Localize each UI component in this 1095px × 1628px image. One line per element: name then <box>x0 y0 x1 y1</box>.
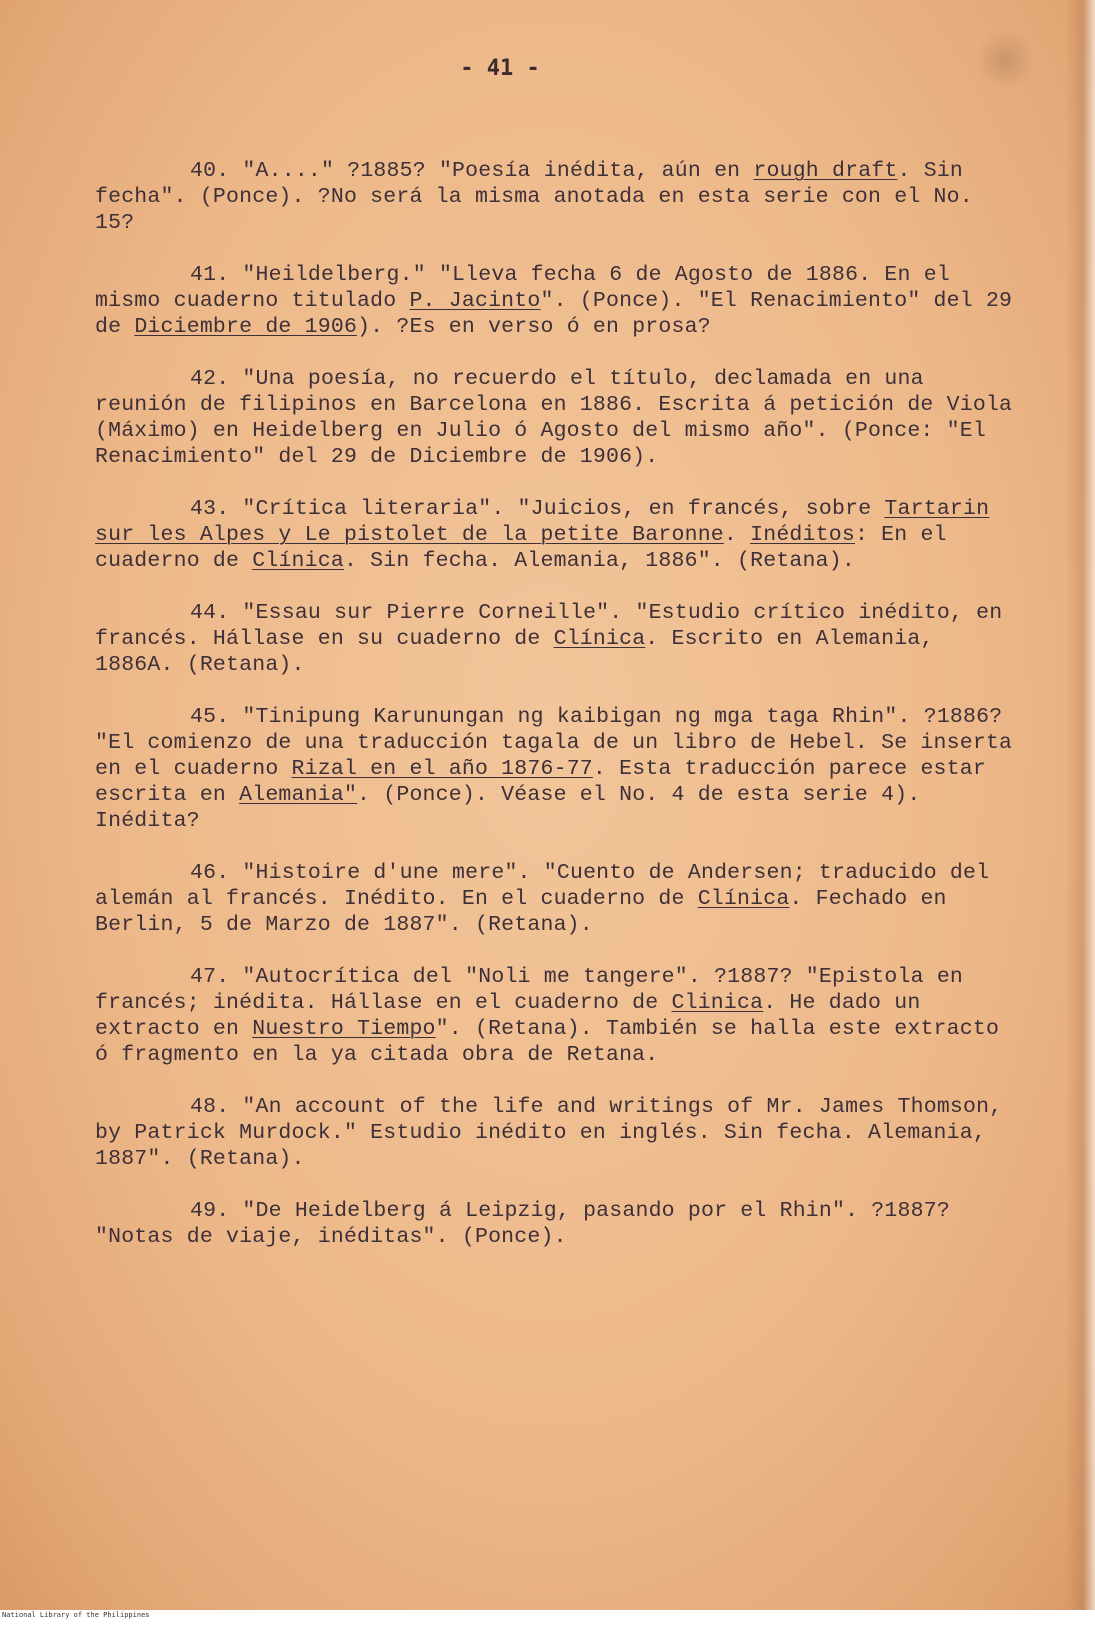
entry-text: : En el cuaderno de <box>95 523 947 573</box>
entry-45 <box>95 704 1020 834</box>
entry-text: . Fechado en Berlin, 5 de Marzo de 1887". (Retana). <box>95 887 947 937</box>
entry-41 <box>95 262 1020 340</box>
entry-48 <box>95 1094 1020 1172</box>
entry-text: . <box>723 523 751 547</box>
page-number: - 41 - <box>460 56 540 81</box>
entry-text: 46. "Histoire d'une mere". "Cuento de Andersen; traducido del alemán al francés. Inédito. En el cuaderno de <box>95 861 990 911</box>
underlined-text: Rizal en el año 1876-77 <box>291 757 593 781</box>
entry-text: 45. "Tinipung Karunungan ng kaibigan ng mga taga Rhin". ?1886? "El comienzo de una traducción tagala de un libro de Hebel. Se inserta en el cuaderno <box>95 705 1013 781</box>
footer-credit: National Library of the Philippines <box>2 1611 150 1619</box>
underlined-text: Alemania" <box>239 783 358 807</box>
entry-text: . He dado un extracto en <box>95 991 921 1041</box>
entry-text: . (Ponce). Véase el No. 4 de esta serie 4). Inédita? <box>95 783 921 833</box>
entry-text: 49. "De Heidelberg á Leipzig, pasando por el Rhin". ?1887? "Notas de viaje, inéditas". (Ponce). <box>95 1199 950 1249</box>
underlined-text: Diciembre de 1906 <box>134 315 358 339</box>
entry-44 <box>95 600 1020 678</box>
entry-49 <box>95 1198 1020 1250</box>
underlined-text: Tartarin sur les Alpes y Le pistolet de la petite Baronne <box>95 497 990 547</box>
entry-text: 48. "An account of the life and writings of Mr. James Thomson, by Patrick Murdock." Estudio inédito en inglés. Sin fecha. Alemania, 1887". (Retana). <box>95 1095 1003 1171</box>
entry-43 <box>95 496 1020 574</box>
page-edge <box>1065 0 1095 1610</box>
entry-text: ". (Retana). También se halla este extracto ó fragmento en la ya citada obra de Retana. <box>95 1017 1000 1067</box>
entry-text: . Sin fecha". (Ponce). ?No será la misma anotada en esta serie con el No. 15? <box>95 159 973 235</box>
underlined-text: Clinica <box>671 991 764 1015</box>
entry-text: 41. "Heildelberg." "Lleva fecha 6 de Agosto de 1886. En el mismo cuaderno titulado <box>95 263 950 313</box>
underlined-text: Clínica <box>252 549 344 573</box>
underlined-text: rough draft <box>753 159 898 183</box>
entry-text: . Sin fecha. Alemania, 1886". (Retana). <box>343 549 855 573</box>
underlined-text: Inéditos <box>750 523 855 547</box>
underlined-text: Clínica <box>553 627 646 651</box>
underlined-text: Clínica <box>697 887 790 911</box>
entry-text: 43. "Crítica literaria". "Juicios, en francés, sobre <box>190 497 885 521</box>
underlined-text: Nuestro Tiempo <box>252 1017 436 1041</box>
entry-text: 47. "Autocrítica del "Noli me tangere". ?1887? "Epistola en francés; inédita. Hállase en el cuaderno de <box>95 965 964 1015</box>
entry-42 <box>95 366 1020 470</box>
entry-text: ". (Ponce). "El Renacimiento" del 29 de <box>95 289 1013 339</box>
entry-text: 44. "Essau sur Pierre Corneille". "Estudio crítico inédito, en francés. Hállase en su cuaderno de <box>95 601 1003 651</box>
entries-list <box>95 158 1020 1276</box>
entry-40 <box>95 158 1020 236</box>
entry-text: 42. "Una poesía, no recuerdo el título, declamada en una reunión de filipinos en Barcelona en 1886. Escrita á petición de Viola (Máximo) en Heidelberg en Julio ó Agosto del mismo año". (Ponce: "El Renacimiento" del 29 de Diciembre de 1906). <box>95 367 1013 469</box>
entry-text: ). ?Es en verso ó en prosa? <box>357 315 711 339</box>
entry-text: . Escrito en Alemania, 1886A. (Retana). <box>95 627 934 677</box>
underlined-text: P. Jacinto <box>409 289 541 313</box>
entry-47 <box>95 964 1020 1068</box>
entry-46 <box>95 860 1020 938</box>
entry-text: 40. "A...." ?1885? "Poesía inédita, aún en <box>190 159 754 183</box>
entry-text: . Esta traducción parece estar escrita en <box>95 757 986 807</box>
